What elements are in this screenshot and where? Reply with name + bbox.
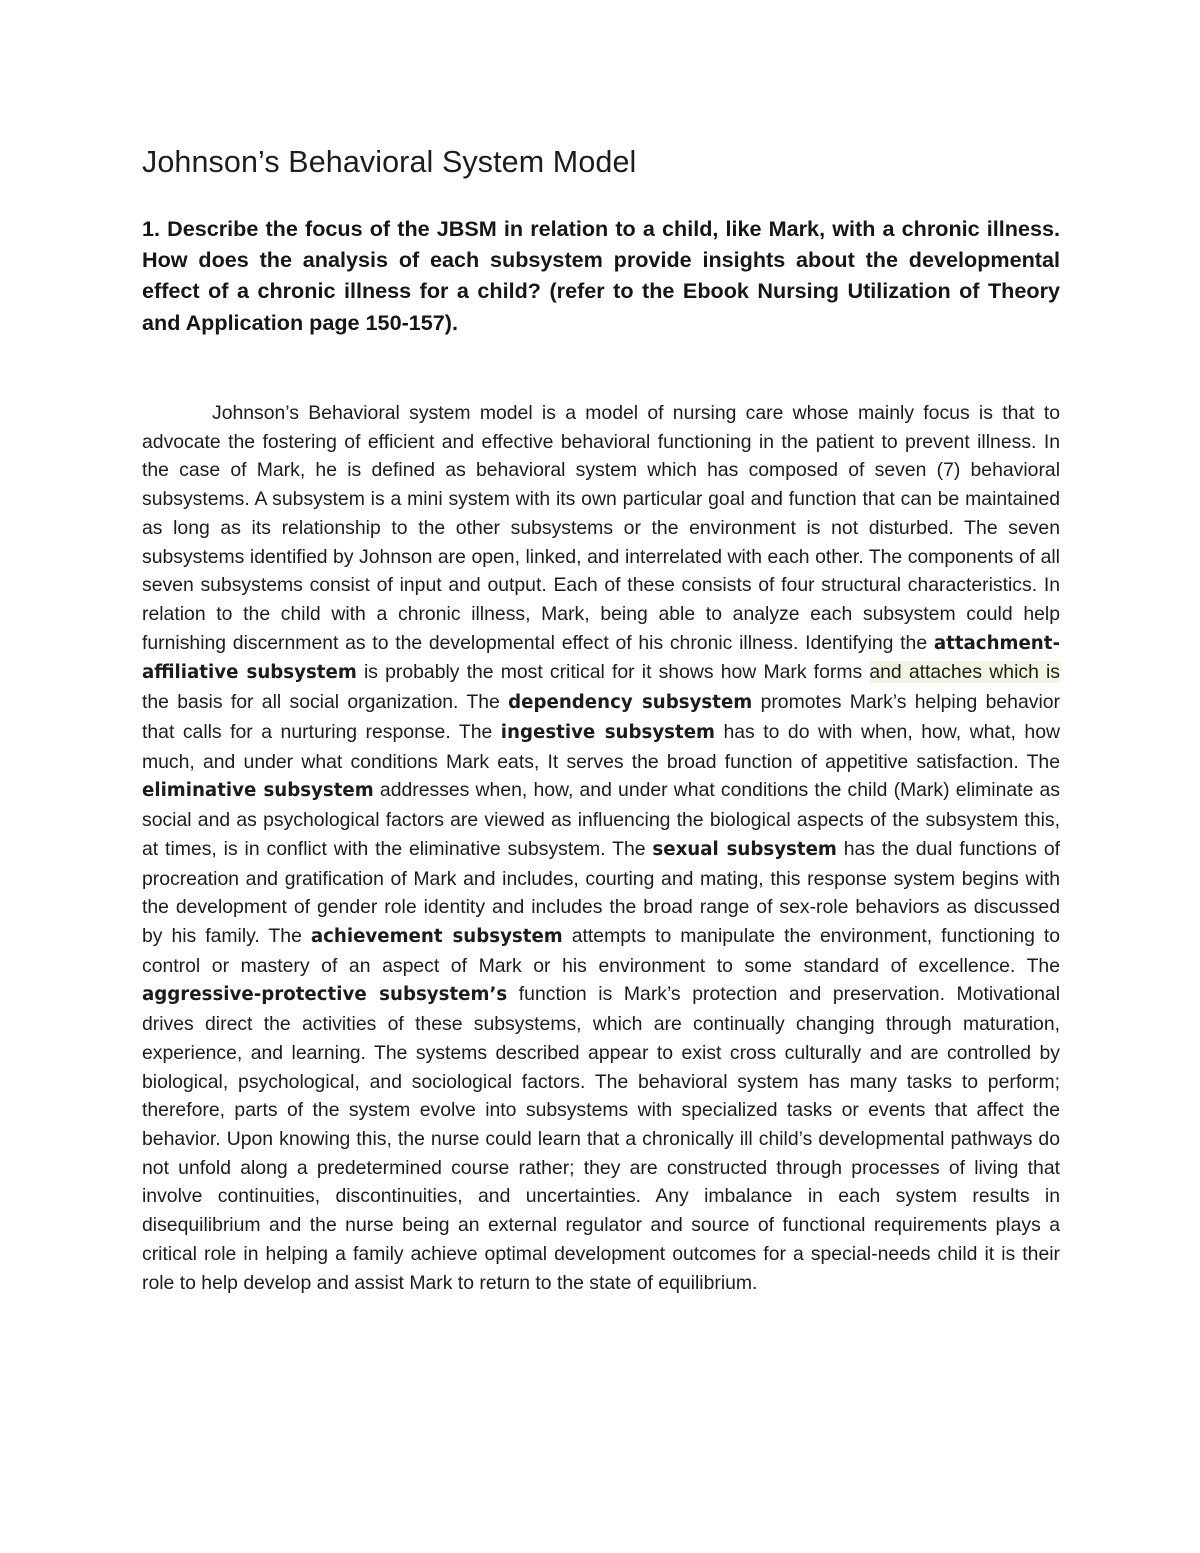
term-achievement: achievement subsystem — [310, 925, 563, 947]
answer-text: Johnson’s Behavioral system model is a model of nursing care whose mainly focus is that to advocate the fostering of efficient and effective behavioral functioning in the patient to prevent illness. In the case of Mark, he is defined as behavioral system which has composed of seven (7) behavioral subsystems. A subsystem is a mini system with its own particular goal and function that can be maintained as long as its relationship to the other subsystems or the environment is not disturbed. The seven subsystems identified by Johnson are open, linked, and interrelated with each other. The components of all seven subsystems consist of input and output. Each of these consists of four structural characteristics. In relation to the child with a chronic illness, Mark, being able to analyze each subsystem could help furnishing discernment as to the developmental effect of his chronic illness. Identifying the — [142, 402, 1060, 654]
question-text: 1. Describe the focus of the JBSM in relation to a child, like Mark, with a chronic illness. How does the analysis of each subsystem provide insights about the developmental effect of a chronic illness for a child? (refer to the Ebook Nursing Utilization of Theory and Application page 150-157). — [142, 216, 1060, 335]
term-sexual: sexual subsystem — [652, 838, 837, 860]
answer-text: promotes Mark’s helping behavior that calls for a nurturing response. The — [142, 691, 1060, 743]
answer-text: the basis for all social organization. The — [142, 691, 500, 714]
answer-text: is probably the most critical for it shows how Mark forms — [363, 661, 863, 684]
answer-text: attempts to manipulate the environment, functioning to control or mastery of an aspect of Mark or his environment to some standard of excellence. The — [142, 924, 1061, 977]
term-eliminative: eliminative subsystem — [142, 780, 374, 802]
answer-text: has the dual functions of procreation and gratification of Mark and includes, courting and mating, this response system begins with the development of gender role identity and includes the broad range of sex-role behaviors as discussed by his family. The — [142, 837, 1060, 947]
answer-text: function is Mark’s protection and preservation. Motivational drives direct the activities of these subsystems, which are continually changing through maturation, experience, and learning. The systems described appear to exist cross culturally and are controlled by biological, psychological, and sociological factors. The behavioral system has many tasks to perform; therefore, parts of the system evolve into subsystems with specialized tasks or events that affect the behavior. Upon knowing this, the nurse could learn that a chronically ill child’s developmental pathways do not unfold along a predetermined course rather; they are constructed through processes of living that involve continuities, discontinuities, and uncertainties. Any imbalance in each system results in disequilibrium and the nurse being an external regulator and source of functional requirements plays a critical role in helping a family achieve optimal development outcomes for a special-needs child it is their role to help develop and assist Mark to return to the state of equilibrium. — [142, 983, 1061, 1294]
answer-text: has to do with when, how, what, how much, and under what conditions Mark eats, It serves the broad function of appetitive satisfaction. The — [142, 720, 1060, 773]
term-aggressive-protective: aggressive-protective subsystem’s — [142, 984, 508, 1006]
answer-text: addresses when, how, and under what conditions the child (Mark) eliminate as social and as psychological factors are viewed as influencing the biological aspects of the subsystem this, at times, is in conflict with the eliminative subsystem. The — [142, 779, 1060, 860]
term-dependency: dependency subsystem — [508, 692, 753, 714]
term-attachment-affiliative: attachment-affiliative subsystem — [142, 632, 1060, 684]
answer-paragraph — [142, 399, 1060, 1297]
term-ingestive: ingestive subsystem — [500, 721, 715, 743]
document-title: Johnson’s Behavioral System Model — [142, 145, 637, 179]
highlighted-text: and attaches which is — [869, 661, 1061, 684]
